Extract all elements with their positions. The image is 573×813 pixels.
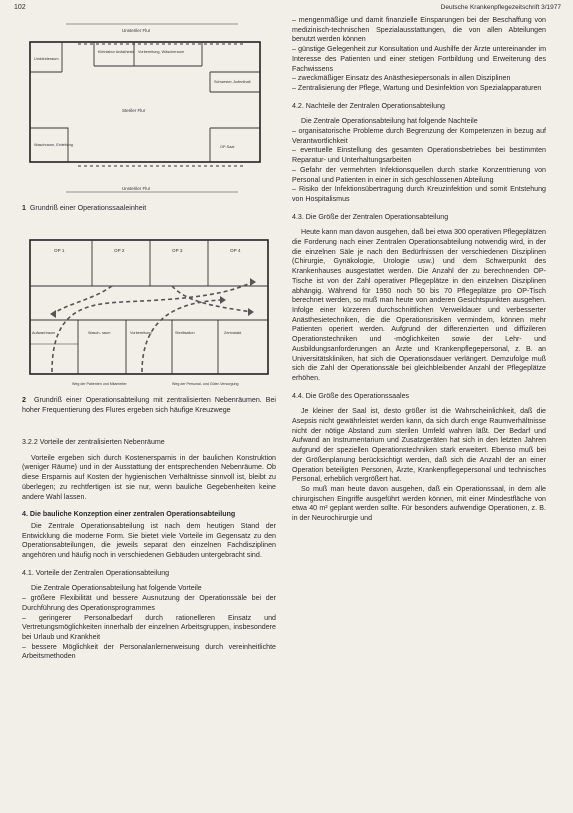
running-head: Deutsche Krankenpflegezeitschrift 3/1977	[440, 4, 561, 11]
figure-2-caption-text: Grundriß einer Operationsabteilung mit zentralisierten Nebenräumen. Bei hoher Frequentierung des Flures ergeben sich häufige Kreuzwege	[22, 396, 276, 414]
list-item: – eventuelle Einstellung des gesamten Operationsbetriebes bei bestimmten Reparatur- und Unterhaltungsarbeiten	[292, 146, 546, 165]
section-4-1-list	[22, 594, 276, 662]
list-item: – Risiko der Infektionsübertragung durch Kreuzinfektion und somit Entstehung von Hospitalismus	[292, 185, 546, 203]
list-item: – geringerer Personalbedarf durch rationelleren Einsatz und Vertretungsmöglichkeiten innerhalb der einzelnen Arbeitsgruppen, insbesondere bei Urlaub und Krankheit	[22, 613, 276, 641]
section-4-2-heading: 4.2. Nachteile der Zentralen Operationsabteilung	[292, 101, 446, 110]
fig2-label-room-5: Zentralabt.	[224, 331, 243, 335]
fig2-label-room-3: Vorbereitung	[130, 331, 152, 335]
section-4-3-heading: 4.3. Die Größe der Zentralen Operationsabteilung	[292, 212, 449, 221]
figure-1-number: 1	[22, 204, 26, 212]
figure-1-caption	[22, 204, 276, 214]
section-4-1-heading: 4.1. Vorteile der Zentralen Operationsabteilung	[22, 568, 170, 577]
fig1-label-corridor-top: Unsteriler Flur	[122, 28, 151, 33]
fig2-label-op3: OP 3	[172, 248, 183, 253]
section-4-2-intro: Die Zentrale Operationsabteilung hat folgende Nachteile	[301, 117, 478, 126]
section-4-1-list-continued	[292, 16, 546, 94]
fig2-label-op1: OP 1	[54, 248, 65, 253]
fig2-label-op4: OP 4	[230, 248, 241, 253]
section-4-body: Die Zentrale Operationsabteilung ist nach dem heutigen Stand der Entwicklung die moderne Form. Sie bietet viele Vorteile im Gegensatz zu den Operationsabteilungen, die jeweils separat den einzelnen Fachdisziplinen angehören und häufig noch in verschiedenen Gebäuden untergebracht sind.	[22, 521, 276, 560]
fig1-label-room-b: Vorbereitung, Wäscheraum	[138, 50, 185, 54]
fig1-label-room-bottom-left: Waschraum, Einleitung	[34, 143, 73, 147]
figure-2-number: 2	[22, 396, 26, 404]
fig1-label-room-a: Kleinlabor Anästhesie	[98, 50, 135, 54]
fig1-label-corridor-bottom: Unsteriler Flur	[122, 186, 151, 191]
list-item: – zweckmäßiger Einsatz des Anästhesiepersonals in allen Disziplinen	[292, 74, 511, 83]
fig2-label-room-4: Sterilisation	[175, 331, 195, 335]
list-item: – bessere Möglichkeit der Personalanlernerweisung durch vereinheitlichte Arbeitsmethoden	[22, 642, 276, 661]
fig2-label-op2: OP 2	[114, 248, 125, 253]
fig1-label-room-right: Schwester, Aufenthalt	[214, 80, 251, 84]
figure-1-floorplan	[22, 20, 276, 200]
fig2-label-room-1: Aufwachraum	[32, 331, 56, 335]
page-number: 102	[14, 4, 26, 11]
section-4-4-body-1: Je kleiner der Saal ist, desto größer ist die Wahrscheinlichkeit, daß die Asepsis nicht gewährleistet werden kann, da sich durch enge Raumverhältnisse nicht der nötige Abstand zum sterilen Umfeld wahren läßt. Der Bedarf und Aufwand an Instrumentarium und Zusatzgeräten hat sich in den letzten Jahren aufgrund der speziellen Operationstechniken stark erweitert. Ebenso muß bei der Größenplanung berücksichtigt werden, daß sich die Anzahl der an einer Operation beteiligten Personen, Ärzte, Krankenpflegepersonal und technisches Personal, erheblich vergrößert hat.	[292, 407, 546, 484]
section-4-1-intro: Die Zentrale Operationsabteilung hat folgende Vorteile	[31, 584, 202, 593]
fig2-label-room-2: Wasch- raum	[88, 331, 111, 335]
list-item: – mengenmäßige und damit finanzielle Einsparungen bei der Beschaffung von medizinisch-technischen Spezialausstattungen, die von allen Abteilungen benutzt werden können	[292, 16, 546, 44]
section-4-heading: 4. Die bauliche Konzeption einer zentralen Operationsabteilung	[22, 510, 236, 519]
section-4-2-list	[292, 127, 546, 205]
list-item: – Zentralisierung der Pflege, Wartung und Desinfektion von Spezialapparaturen	[292, 83, 542, 92]
section-3-2-2-body: Vorteile ergeben sich durch Kostenersparnis in der baulichen Konstruktion (weniger Räume) und in der Ausstattung der entsprechenden Nebenräume. Ob diese Ersparnis auf Kosten der hygienischen Verhältnisse sinnvoll ist, bleibt zu überlegen; zu rechtfertigen ist sie nur, wenn bauliche Gegebenheiten keine andere Wahl lassen.	[22, 453, 276, 501]
section-4-4-body-2: So muß man heute davon ausgehen, daß ein Operationssaal, in dem alle chirurgischen Eingriffe ausgeführt werden können, mit einer Mindestfläche von etwa 40 m² geplant werden sollte. Für besonders aufwendige Operationen, z. B. in der Neurochirurgie und	[292, 484, 546, 523]
fig1-label-corridor-center: Steriler Flur	[122, 108, 146, 113]
fig1-label-room-bottom-right: OP-Saal	[220, 145, 235, 149]
list-item: – größere Flexibilität und bessere Ausnutzung der Operationssäle bei der Durchführung des Operationsprogrammes	[22, 594, 276, 612]
list-item: – Gefahr der vermehrten Infektionsquellen durch starke Konzentrierung von Personal und Patienten in einer in sich geschlossenen Abteilung	[292, 165, 546, 184]
figure-2-floorplan	[22, 232, 276, 392]
list-item: – organisatorische Probleme durch Begrenzung der Kompetenzen in bezug auf Verantwortlichkeit	[292, 127, 546, 145]
left-body-text	[22, 438, 276, 662]
section-4-3-body: Heute kann man davon ausgehen, daß bei etwa 300 operativen Pflegeplätzen die Forderung nach einer Zentralen Operationsabteilung notwendig wird, in der die einzelnen Säle je nach den Bedürfnissen der verschiedenen Disziplinen (Chirurgie, Gynäkologie, Urologie usw.) und dem Schwerpunkt des Krankenhauses ausgestattet werden. Die Anzahl der zu berechnenden OP-Tische ist von der Zahl operativer Pflegeplätze in den einzelnen Disziplinen abhängig. Während für 1950 noch 50 bis 70 Pflegeplätze pro OP-Tisch berechnet werden, so muß man heute von anderen Gesichtspunkten ausgehen. Infolge einer kürzeren durchschnittlichen Verweildauer und verbesserter Anästhesietechniken, die die Operationsrisiken vermindern, können mehr Patienten operiert werden. Aufgrund der differenzierten und diffizileren Operationstechniken und -möglichkeiten sowie der Lehr- und Ausbildungsanforderungen an Ärzte und Krankenpflegepersonal, z. B. an Universitätskliniken, hat sich die Operationsdauer verlängert. Demzufolge muß sich die Zahl der Operationssäle bei gleichbleibender Anzahl der Pflegeplätze erhöhen.	[292, 228, 546, 382]
list-item: – günstige Gelegenheit zur Konsultation und Aushilfe der Ärzte untereinander im Interesse des Patienten und einer stetigen Fortbildung und Erweiterung des Fachwissens	[292, 45, 546, 73]
fig2-label-bottom-left: Weg der Patienten und Mitarbeiter	[72, 382, 127, 386]
fig2-label-bottom-right: Weg der Personal- und Güter-Versorgung	[172, 382, 239, 386]
figure-2-caption	[22, 396, 276, 415]
section-4-4-heading: 4.4. Die Größe des Operationssaales	[292, 391, 410, 400]
figure-1-caption-text: Grundriß einer Operationssaaleinheit	[29, 204, 147, 212]
right-column	[292, 16, 546, 524]
fig1-label-room-left: Umkleideraum	[34, 57, 59, 61]
section-3-2-2-heading: 3.2.2 Vorteile der zentralisierten Nebenräume	[22, 438, 165, 446]
